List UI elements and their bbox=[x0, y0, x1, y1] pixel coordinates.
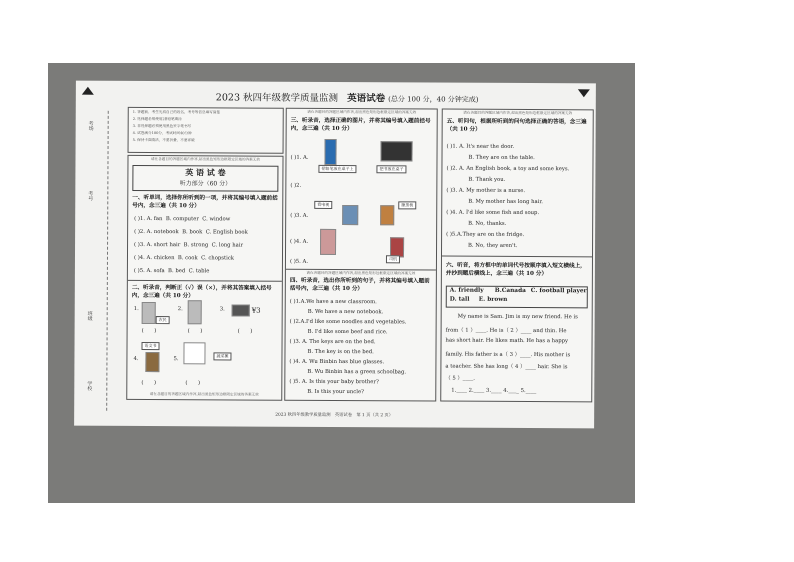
picture-label: 把铅笔放在桌子上 bbox=[318, 165, 356, 173]
instructions-box bbox=[128, 107, 284, 154]
boundary-note: 请在各题目的答题区域内作答,超出黑色矩形边框限定区域的答案无效 bbox=[463, 110, 573, 116]
boundary-note: 请在各题目的答题区域内作答,超出黑色矩形边框限定区域的答案无效 bbox=[306, 270, 416, 276]
panel-listening-1 bbox=[126, 155, 283, 401]
divider bbox=[442, 256, 592, 258]
picture-label: 蔬菜摊 bbox=[213, 352, 231, 360]
word-option: A. friendly bbox=[449, 287, 484, 294]
page-title: 2023 秋四年级教学质量监测 英语试卷 (总分 100 分，40 分钟完成) bbox=[215, 92, 479, 105]
page-footer: 2023 秋四年级教学质量监测 英语试卷 第 1 页（共 2 页） bbox=[275, 412, 394, 419]
corner-marker bbox=[82, 87, 94, 95]
sec4-item: ( )5. A. Is this your baby brother? bbox=[289, 378, 379, 386]
margin-note: 考号 bbox=[87, 190, 94, 201]
sec1-row: ( )3. A. short hair B. strong C. long hair bbox=[134, 241, 244, 249]
picture-label: 把书放在桌子 bbox=[376, 165, 406, 173]
price-label: ¥3 bbox=[251, 306, 261, 315]
section5-title: 五、听问句，根据所听到的问句选择正确的答语，念三遍（共 10 分） bbox=[446, 118, 587, 133]
word-option: B.Canada bbox=[494, 287, 526, 294]
answer-bracket: ( ) bbox=[141, 327, 157, 335]
sec1-row: ( )1. A. fan B. computer C. window bbox=[134, 215, 231, 223]
sec4-item: B. We have a new notebook. bbox=[307, 308, 384, 316]
exam-sheet bbox=[74, 81, 596, 429]
passage-line: family. His father is a（ 3 ）____. His mother is bbox=[445, 351, 571, 359]
answer-bracket: ( ) bbox=[237, 328, 253, 335]
picture-c bbox=[342, 205, 358, 225]
exam-heading: 英 语 试 卷 bbox=[185, 167, 226, 178]
question-number: 4. bbox=[133, 355, 139, 362]
passage-line: from（ 1 ）____. He is（ 2 ）____ and thin. He bbox=[445, 327, 567, 335]
sec5-item: ( )3. A. My mother is a nurse. bbox=[446, 187, 526, 194]
sec4-item: ( )3. A. The keys are on the bed. bbox=[289, 338, 376, 346]
sec5-item: ( )4. A. I'd like some fish and soup. bbox=[446, 209, 540, 217]
boundary-note: 请在各题目的答题区域内作答,超出黑色矩形边框限定区域的答案无效 bbox=[149, 392, 259, 397]
panel-listening-3 bbox=[440, 109, 594, 403]
bread-picture bbox=[232, 304, 250, 316]
sec4-item: ( )2.A.I'd like some noodles and vegetables. bbox=[289, 318, 407, 326]
section3-title: 三、听录音，选择正确的图片，并将其编号填入题前括号内，念三遍（共 10 分） bbox=[290, 117, 431, 133]
word-option: C. football player bbox=[530, 288, 587, 295]
farmer-picture bbox=[142, 302, 156, 324]
answer-bracket: ( ) bbox=[185, 380, 201, 387]
answer-bracket: ( ) bbox=[187, 328, 203, 335]
section2-title: 二、听录音，判断正（√）误（×），并将其答案填入括号内，念三遍（共 10 分） bbox=[131, 284, 272, 300]
sec4-item: B. I'd like some beef and rice. bbox=[307, 328, 388, 336]
section6-title: 六、听音，将方框中的单词代号按顺序填入短文横线上，并抄到题后横线上，念三遍（共 10 分） bbox=[445, 262, 586, 278]
word-option: D. tall bbox=[449, 296, 470, 303]
sec3-item: ( )1. A. bbox=[290, 154, 309, 161]
sec3-item: ( )4. A. bbox=[290, 238, 309, 245]
sec4-item: ( )4. A. Wu Binbin has blue glasses. bbox=[289, 358, 385, 366]
passage-line: （ 5 ）____. bbox=[445, 375, 475, 382]
passage-line: has short hair. He likes math. He has a happy bbox=[445, 337, 569, 345]
panel-listening-2 bbox=[284, 108, 438, 402]
passage-line: a teacher. She has long（ 4 ）____ hair. She is bbox=[445, 363, 568, 371]
sec4-item: ( )1.A.We have a new classroom. bbox=[289, 298, 377, 306]
picture-a bbox=[324, 139, 336, 165]
sec5-item: B. Thank you. bbox=[468, 176, 506, 183]
picture-b bbox=[380, 141, 412, 161]
margin-note: 考场 bbox=[87, 120, 94, 131]
section4-title: 四、听录音，选出你所听到的句子，并将其编号填入题前括号内，念三遍（共 10 分） bbox=[289, 277, 430, 293]
picture-e bbox=[320, 229, 336, 255]
person-picture bbox=[188, 300, 202, 324]
question-number: 3. bbox=[219, 306, 225, 313]
sec4-item: B. Is this your uncle? bbox=[307, 388, 364, 396]
question-number: 2. bbox=[177, 306, 183, 313]
chair-picture bbox=[145, 352, 159, 372]
picture-label: 擦黑板 bbox=[398, 201, 416, 209]
sec5-item: B. No, thanks. bbox=[468, 220, 507, 227]
sec3-item: ( )2. bbox=[290, 182, 302, 189]
sec5-item: B. They are on the table. bbox=[468, 154, 535, 162]
question-number: 1. bbox=[133, 305, 139, 312]
fold-line bbox=[106, 111, 109, 411]
heading-box bbox=[132, 165, 278, 192]
instruction: 2. 选择题必须使用2B铅笔填涂 bbox=[132, 116, 182, 122]
sec5-item: B. No, they aren't. bbox=[468, 242, 518, 249]
picture-label: 农民 bbox=[156, 316, 170, 324]
passage-line: My name is Sam. Jim is my new friend. He is bbox=[457, 313, 578, 321]
divider bbox=[128, 280, 282, 282]
picture-label: 看电视 bbox=[314, 201, 332, 209]
sec3-item: ( )5. A. bbox=[289, 258, 309, 265]
sec1-row: ( )2. A. notebook B. book C. English book bbox=[134, 228, 248, 236]
sec5-item: B. My mother has long hair. bbox=[468, 198, 543, 206]
instruction: 1. 答题前，考生先将自己的姓名、考号等信息填写清楚 bbox=[132, 109, 220, 115]
margin-note: 学校 bbox=[86, 380, 93, 391]
instruction: 3. 非选择题必须使用黑色签字笔书写 bbox=[132, 123, 192, 129]
sec1-row: ( )5. A. sofa B. bed C. table bbox=[133, 267, 210, 275]
question-number: 5. bbox=[173, 356, 179, 363]
sec5-item: ( )2. A. An English book, a toy and some keys. bbox=[446, 165, 570, 173]
listening-subheading: 听力部分（60 分） bbox=[179, 180, 232, 188]
sec4-item: B. Wu Binbin has a green schoolbag. bbox=[307, 368, 407, 376]
answer-lines: 1.____ 2.____ 3.____ 4.____ 5.____ bbox=[451, 387, 537, 395]
sec5-item: ( )5.A.They are on the fridge. bbox=[446, 231, 525, 238]
instruction: 5. 保持卡面清洁，不要折叠，不要弄破 bbox=[132, 137, 195, 143]
answer-bracket: ( ) bbox=[141, 379, 157, 387]
instruction: 4. 试卷满分100分，考试时间40分钟 bbox=[132, 130, 192, 136]
sec3-item: ( )3. A. bbox=[290, 212, 309, 219]
sec1-row: ( )4. A. chicken B. cook C. chopstick bbox=[133, 254, 235, 262]
margin-note: 班级 bbox=[86, 310, 93, 321]
picture-label: 语文书 bbox=[141, 342, 159, 350]
picture-label: 司机 bbox=[386, 255, 400, 263]
word-box bbox=[446, 286, 588, 309]
sec5-item: ( )1. A. It's near the door. bbox=[446, 143, 515, 150]
sec4-item: B. The key is on the bed. bbox=[307, 348, 374, 356]
picture-d bbox=[380, 205, 394, 225]
boundary-note: 请在各题目的答题区域内作答,超出黑色矩形边框限定区域的答案无效 bbox=[151, 157, 260, 162]
section1-title: 一、听单词，选择你所听到的一项，并将其编号填入题前括号内，念三遍（共 10 分） bbox=[132, 194, 278, 210]
boundary-note: 请在各题目的答题区域内作答,超出黑色矩形边框限定区域的答案无效 bbox=[307, 109, 417, 115]
vendor-picture bbox=[183, 342, 205, 364]
word-option: E. brown bbox=[478, 296, 508, 303]
